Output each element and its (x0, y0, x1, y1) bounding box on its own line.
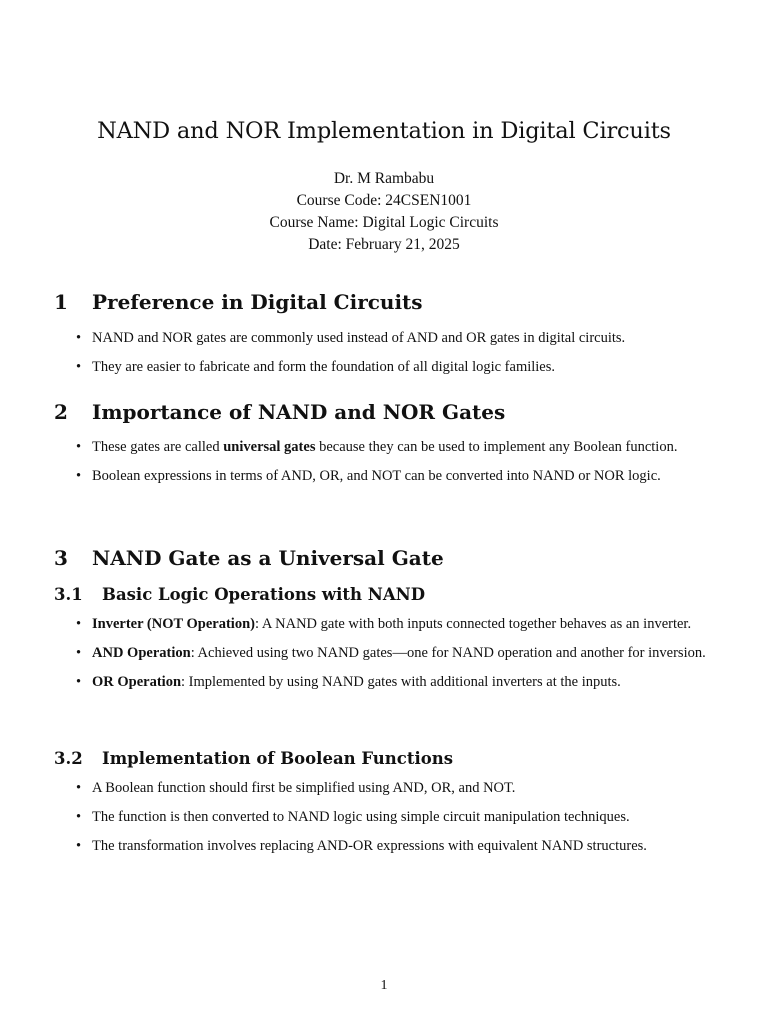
list-item-text-pre: These gates are called (92, 439, 224, 455)
course-name: Course Name: Digital Logic Circuits (269, 214, 499, 231)
list-item (74, 644, 714, 662)
bullet-icon: • (76, 439, 82, 455)
list-item (74, 615, 714, 633)
list-item-bold: AND Operation (92, 645, 191, 661)
bullet-icon: • (76, 616, 82, 632)
list-item-text: The function is then converted to NAND logic using simple circuit manipulation techniques. (92, 809, 630, 825)
list-item-text: Boolean expressions in terms of AND, OR, and NOT can be converted into NAND or NOR logic. (92, 468, 661, 484)
subsection-heading-3-1 (54, 585, 425, 604)
list-item (74, 837, 714, 855)
list-item-text: A Boolean function should first be simplified using AND, OR, and NOT. (92, 780, 516, 796)
list-item-text-post: : A NAND gate with both inputs connected together behaves as an inverter. (254, 616, 692, 632)
subsection-number: 3.2 (54, 749, 83, 768)
bullet-icon: • (76, 838, 82, 854)
section-number: 2 (54, 400, 68, 424)
bullet-icon: • (76, 330, 82, 346)
section-number: 3 (54, 546, 68, 570)
subsection-title: Basic Logic Operations with NAND (102, 585, 426, 604)
date: Date: February 21, 2025 (308, 236, 460, 253)
subsection-3-1-list (74, 615, 714, 691)
document-meta (0, 168, 768, 256)
list-item (74, 329, 714, 347)
list-item-bold: OR Operation (92, 674, 182, 690)
section-title: Importance of NAND and NOR Gates (92, 400, 506, 424)
subsection-number: 3.1 (54, 585, 83, 604)
subsection-title: Implementation of Boolean Functions (102, 749, 454, 768)
list-item (74, 467, 714, 485)
list-item-text-post: : Achieved using two NAND gates—one for NAND operation and another for inversion. (190, 645, 706, 661)
bullet-icon: • (76, 645, 82, 661)
section-1-list (74, 329, 714, 376)
section-number: 1 (54, 290, 68, 314)
bullet-icon: • (76, 468, 82, 484)
list-item (74, 358, 714, 376)
list-item-text: NAND and NOR gates are commonly used instead of AND and OR gates in digital circuits. (92, 330, 626, 346)
bullet-icon: • (76, 359, 82, 375)
section-2-list (74, 438, 714, 485)
subsection-3-2-list (74, 779, 714, 855)
section-title: NAND Gate as a Universal Gate (92, 546, 444, 570)
list-item-text-post: because they can be used to implement any Boolean function. (315, 439, 678, 455)
section-heading-1 (54, 290, 423, 314)
page-number: 1 (380, 978, 388, 993)
bullet-icon: • (76, 780, 82, 796)
list-item (74, 808, 714, 826)
author: Dr. M Rambabu (333, 170, 435, 187)
list-item (74, 673, 714, 691)
list-item (74, 779, 714, 797)
subsection-heading-3-2 (54, 749, 453, 768)
list-item-bold: Inverter (NOT Operation) (92, 616, 255, 632)
list-item-bold: universal gates (223, 439, 316, 455)
bullet-icon: • (76, 809, 82, 825)
section-heading-3 (54, 546, 444, 570)
list-item-text-post: : Implemented by using NAND gates with additional inverters at the inputs. (181, 674, 621, 690)
list-item-text: The transformation involves replacing AND-OR expressions with equivalent NAND structures. (92, 838, 647, 854)
bullet-icon: • (76, 674, 82, 690)
list-item-text: They are easier to fabricate and form the foundation of all digital logic families. (92, 359, 556, 375)
document-title: NAND and NOR Implementation in Digital Circuits (97, 118, 671, 144)
section-heading-2 (54, 400, 505, 424)
section-title: Preference in Digital Circuits (92, 290, 423, 314)
course-code: Course Code: 24CSEN1001 (296, 192, 472, 209)
list-item (74, 438, 714, 456)
